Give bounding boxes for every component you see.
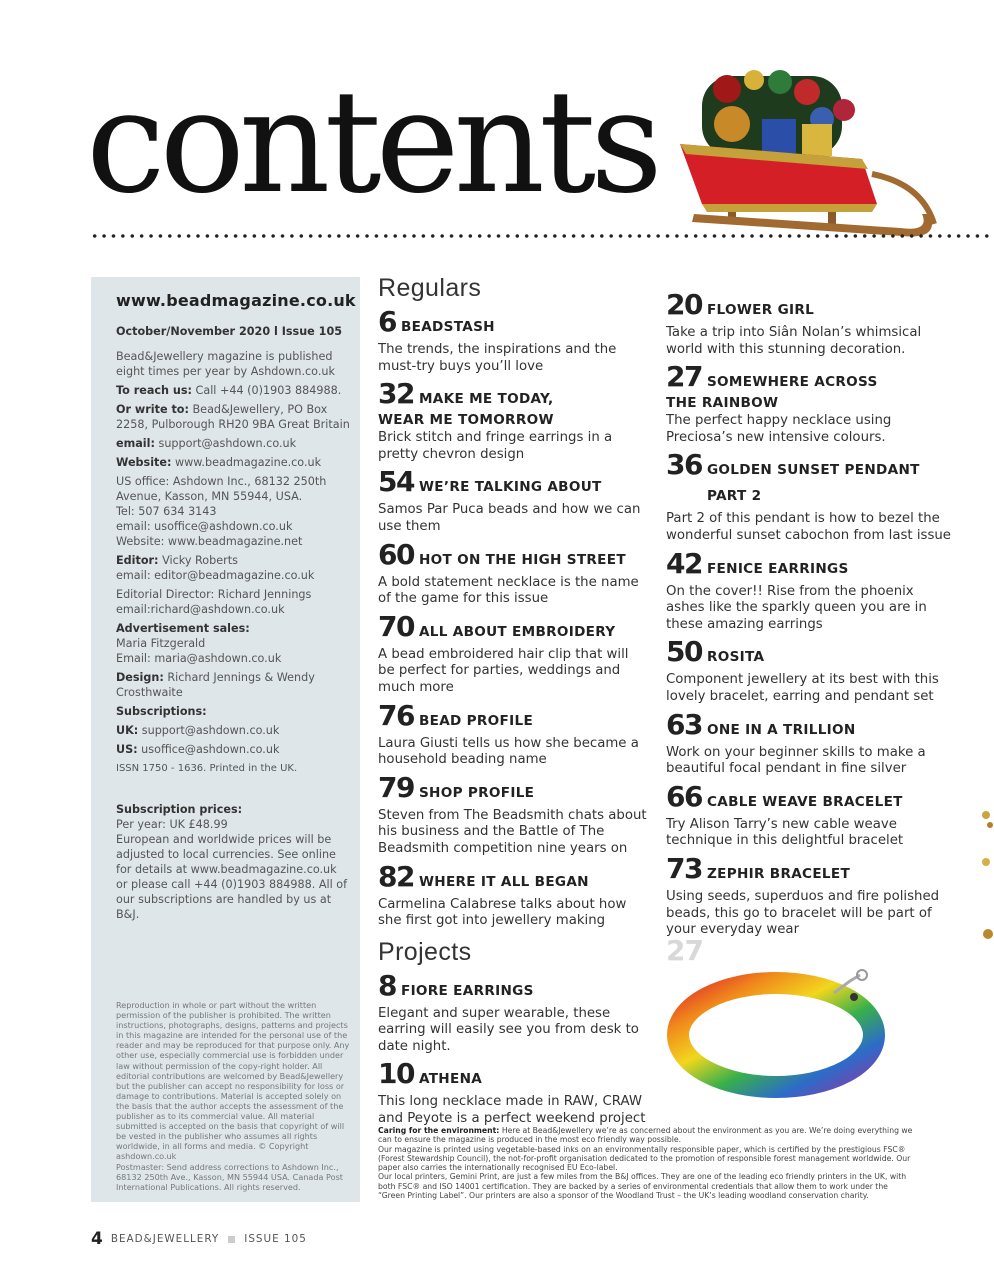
dotted-divider: [90, 233, 994, 239]
footer-issue: ISSUE 105: [244, 1233, 307, 1245]
website-line: Website: www.beadmagazine.co.uk: [116, 456, 322, 469]
entry-page-number: 70: [378, 609, 414, 643]
contents-entry[interactable]: [378, 1057, 648, 1127]
website-url[interactable]: www.beadmagazine.co.uk: [116, 291, 356, 310]
contents-entry[interactable]: [666, 779, 956, 850]
entry-title: ALL ABOUT EMBROIDERY: [418, 623, 616, 640]
contents-entry[interactable]: [378, 859, 648, 930]
issue-line: October/November 2020 l Issue 105: [116, 325, 343, 338]
entry-title: SHOP PROFILE: [418, 784, 535, 801]
footer-square-icon: [228, 1236, 235, 1243]
reach-us: To reach us: Call +44 (0)1903 884988.: [116, 384, 342, 397]
entry-page-number: 66: [666, 779, 702, 813]
entry-page-number: 63: [666, 707, 702, 741]
page-title: contents: [86, 60, 657, 225]
entry-description: Work on your beginner skills to make a beautiful focal pendant in fine silver: [666, 744, 926, 777]
entry-description: Laura Giusti tells us how she became a household beading name: [378, 735, 639, 768]
entry-title: WE’RE TALKING ABOUT: [418, 479, 602, 496]
us-office: US office: Ashdown Inc., 68132 250th Avenue, Kasson, MN 55944, USA.: [116, 475, 327, 503]
contents-entry[interactable]: [666, 707, 956, 778]
edge-bead-icon: [974, 805, 994, 835]
subs-us: US: usoffice@ashdown.co.uk: [116, 743, 280, 756]
entry-title: FENICE EARRINGS: [706, 560, 849, 577]
contents-entry[interactable]: [666, 288, 956, 358]
published-text: Bead&Jewellery magazine is published eight times per year by Ashdown.co.uk: [116, 350, 335, 378]
entry-page-number: 42: [666, 546, 702, 580]
entry-page-number: 36: [666, 448, 702, 482]
entry-description: Carmelina Calabrese talks about how she first got into jewellery making: [378, 896, 627, 929]
email-line: email: support@ashdown.co.uk: [116, 437, 297, 450]
entry-heading: [666, 779, 956, 815]
entry-heading: [666, 546, 956, 582]
edge-bead-icon: [974, 922, 994, 952]
necklace-page-number: 27: [666, 934, 703, 967]
contents-entry[interactable]: [378, 465, 648, 535]
environment-p3: Our local printers, Gemini Print, are just a few miles from the B&J offices. They are one of the leading eco friendly printers in the UK, with both FSC® and ISO 14001 certification. They are backed by a series of environmental credentials that allow them to work under the “Green Printing Label”. Our printers are also a sponsor of the Woodland Trust – the UK’s leading woodland conservation charity.: [378, 1172, 907, 1201]
entry-description: Samos Par Puca beads and how we can use them: [378, 502, 641, 534]
entry-description: The perfect happy necklace using Preciosa’s new intensive colours.: [666, 413, 892, 445]
postmaster-text: Postmaster: Send address corrections to Ashdown Inc., 68132 250th Ave., Kasson, MN 55944 USA. Canada Post International Publications. All rights reserved.: [116, 1161, 343, 1192]
contents-entry[interactable]: [666, 635, 956, 705]
contents-entry[interactable]: [378, 609, 648, 697]
contents-entry[interactable]: [378, 968, 648, 1056]
prices-label: Subscription prices:: [116, 803, 243, 816]
entry-heading: [378, 859, 648, 895]
contents-entry[interactable]: [378, 377, 648, 463]
entry-page-number: 60: [378, 537, 414, 571]
entry-heading: [378, 609, 648, 645]
projects-heading: Projects: [378, 937, 472, 966]
entry-heading: [378, 377, 648, 412]
environment-note: [378, 1126, 914, 1200]
contents-entry[interactable]: [666, 851, 956, 939]
subscriptions-label: Subscriptions:: [116, 705, 207, 718]
entry-description: Take a trip into Siân Nolan’s whimsical world with this stunning decoration.: [666, 325, 922, 357]
legal-notice: [116, 1000, 354, 1192]
entry-description: Component jewellery at its best with this lovely bracelet, earring and pendant set: [666, 672, 939, 704]
environment-p1: Caring for the environment: Here at Bead&Jewellery we’re as concerned about the environment as you are. We’re doing everything we can to ensure the magazine is produced in the most eco friendly way possible.: [378, 1126, 913, 1145]
ad-sales-email: Email: maria@ashdown.co.uk: [116, 652, 282, 665]
contents-column-2: [666, 286, 956, 939]
entry-page-number: 79: [378, 770, 414, 804]
magazine-name: BEAD&JEWELLERY: [110, 1233, 220, 1245]
legal-text: Reproduction in whole or part without the written permission of the publisher is prohibited. The written instructions, photographs, designs, patterns and projects in this magazine are intended for the personal use of the reader and may be reproduced for that purpose only. Any other use, especially commercial use is forbidden under law without permission of the copy-right holder. All editorial contributions are welcomed by Bead&Jewellery but the publisher can accept no responsibility for loss or damage to contributions. Material is accepted solely on the basis that the author accepts the assessment of the publisher as to its commercial value. All material submitted is accepted on the basis that copyright of will be vested in the publisher who assumes all rights worldwide, in all forms and media. © Copyright ashdown.co.uk: [116, 1000, 350, 1162]
entry-description: This long necklace made in RAW, CRAW and Peyote is a perfect weekend project: [378, 1094, 646, 1127]
entry-title: BEAD PROFILE: [418, 712, 534, 729]
page-number: 4: [91, 1229, 103, 1249]
entry-title: CABLE WEAVE BRACELET: [706, 793, 903, 810]
entry-title: ROSITA: [706, 649, 765, 666]
entry-title: ONE IN A TRILLION: [706, 721, 856, 738]
entry-title: SOMEWHERE ACROSS: [706, 374, 878, 391]
page-footer: [91, 1229, 307, 1249]
entry-title: FIORE EARRINGS: [400, 982, 534, 999]
entry-heading: [378, 698, 648, 734]
contents-entry[interactable]: [378, 698, 648, 769]
info-sidebar: [91, 277, 360, 1202]
entry-description: Steven from The Beadsmith chats about his business and the Battle of The Beadsmith competition nine years on: [378, 807, 647, 856]
entry-page-number: 76: [378, 698, 414, 732]
entry-description: A bold statement necklace is the name of the game for this issue: [378, 574, 639, 607]
per-year: Per year: UK £48.99: [116, 818, 228, 831]
contents-column-1: [378, 274, 648, 1128]
contents-entry[interactable]: [378, 305, 648, 375]
issn: ISSN 1750 - 1636. Printed in the UK.: [116, 763, 298, 774]
entry-description: On the cover!! Rise from the phoenix ashes like the sparkly queen you are in these amazing earrings: [666, 583, 927, 632]
editor-email: email: editor@beadmagazine.co.uk: [116, 569, 315, 582]
entry-description: Try Alison Tarry’s new cable weave technique in this delightful bracelet: [666, 816, 904, 849]
entry-page-number: 73: [666, 851, 702, 885]
entry-heading: [666, 288, 956, 323]
edge-bead-icon: [974, 850, 994, 880]
entry-title: FLOWER GIRL: [706, 302, 815, 318]
entry-heading: [666, 851, 956, 887]
write-to: Or write to: Bead&Jewellery, PO Box 2258, Pulborough RH20 9BA Great Britain: [116, 403, 350, 431]
editorial-director-email: email:richard@ashdown.co.uk: [116, 603, 285, 616]
entry-page-number: 50: [666, 635, 702, 669]
entry-heading: [666, 635, 956, 670]
entry-page-number: 82: [378, 859, 414, 893]
entry-page-number: 27: [666, 360, 702, 394]
entry-title: MAKE ME TODAY,: [418, 391, 554, 408]
entry-heading: [378, 305, 648, 340]
entry-title: ZEPHIR BRACELET: [706, 865, 851, 882]
entry-page-number: 20: [666, 288, 702, 321]
entry-heading: [378, 465, 648, 500]
entry-page-number: 54: [378, 465, 414, 499]
entry-title-line-2: THE RAINBOW: [666, 395, 779, 412]
contents-entry[interactable]: [378, 770, 648, 858]
entry-title: BEADSTASH: [400, 319, 495, 335]
prices-text: European and worldwide prices will be adjusted to local currencies. See online for details at www.beadmagazine.co.uk or please call +44 (0)1903 884988. All of our subscriptions are handled by us at B&J.: [116, 833, 348, 921]
entry-heading: [666, 360, 956, 395]
editor-line: Editor: Vicky Roberts: [116, 554, 238, 567]
editorial-director: Editorial Director: Richard Jennings: [116, 588, 312, 601]
contents-entry[interactable]: [666, 546, 956, 634]
contents-entry[interactable]: [666, 448, 956, 544]
entry-heading: [666, 707, 956, 743]
entry-description: A bead embroidered hair clip that will be perfect for parties, weddings and much more: [378, 646, 629, 695]
entry-heading: [378, 770, 648, 806]
entry-title: WHERE IT ALL BEGAN: [418, 873, 589, 890]
ad-sales-name: Maria Fitzgerald: [116, 637, 206, 650]
contents-entry[interactable]: [378, 537, 648, 608]
entry-page-number: 8: [378, 968, 396, 1002]
entry-page-number: 6: [378, 305, 396, 338]
entry-heading: [378, 968, 648, 1004]
entry-description: Elegant and super wearable, these earring will easily see you from desk to date night.: [378, 1005, 639, 1054]
entry-page-number: 32: [378, 377, 414, 411]
us-tel: Tel: 507 634 3143: [116, 505, 217, 518]
entry-heading: [666, 448, 956, 509]
entry-description: Using seeds, superduos and fire polished beads, this go to bracelet will be part of your everyday wear: [666, 888, 940, 938]
entry-description: The trends, the inspirations and the must-try buys you’ll love: [378, 342, 617, 374]
environment-p2: Our magazine is printed using vegetable-based inks on an environmentally responsible paper, which is certified by the prestigious FSC® (Forest Stewardship Council), the not-for-profit organisation dedicated to the promotion of responsible forest management worldwide. Our paper also carries the internationally recognised EU Eco-label.: [378, 1144, 911, 1173]
entry-title: GOLDEN SUNSET PENDANT PART 2: [706, 462, 920, 505]
design-line: Design: Richard Jennings & Wendy Crosthwaite: [116, 671, 315, 699]
us-website: Website: www.beadmagazine.net: [116, 535, 303, 548]
entry-title: HOT ON THE HIGH STREET: [418, 551, 626, 568]
entry-heading: [378, 1057, 648, 1092]
regulars-heading: Regulars: [378, 274, 482, 302]
subs-uk: UK: support@ashdown.co.uk: [116, 724, 280, 737]
us-email: email: usoffice@ashdown.co.uk: [116, 520, 293, 533]
entry-description: Part 2 of this pendant is how to bezel the wonderful sunset cabochon from last issue: [666, 511, 951, 543]
contents-entry[interactable]: [666, 360, 956, 446]
entry-title: ATHENA: [418, 1071, 483, 1088]
entry-description: Brick stitch and fringe earrings in a pretty chevron design: [378, 430, 613, 462]
ad-sales-label: Advertisement sales:: [116, 622, 250, 635]
entry-page-number: 10: [378, 1057, 414, 1091]
entry-title-line-2: WEAR ME TOMORROW: [378, 412, 554, 429]
entry-heading: [378, 537, 648, 573]
